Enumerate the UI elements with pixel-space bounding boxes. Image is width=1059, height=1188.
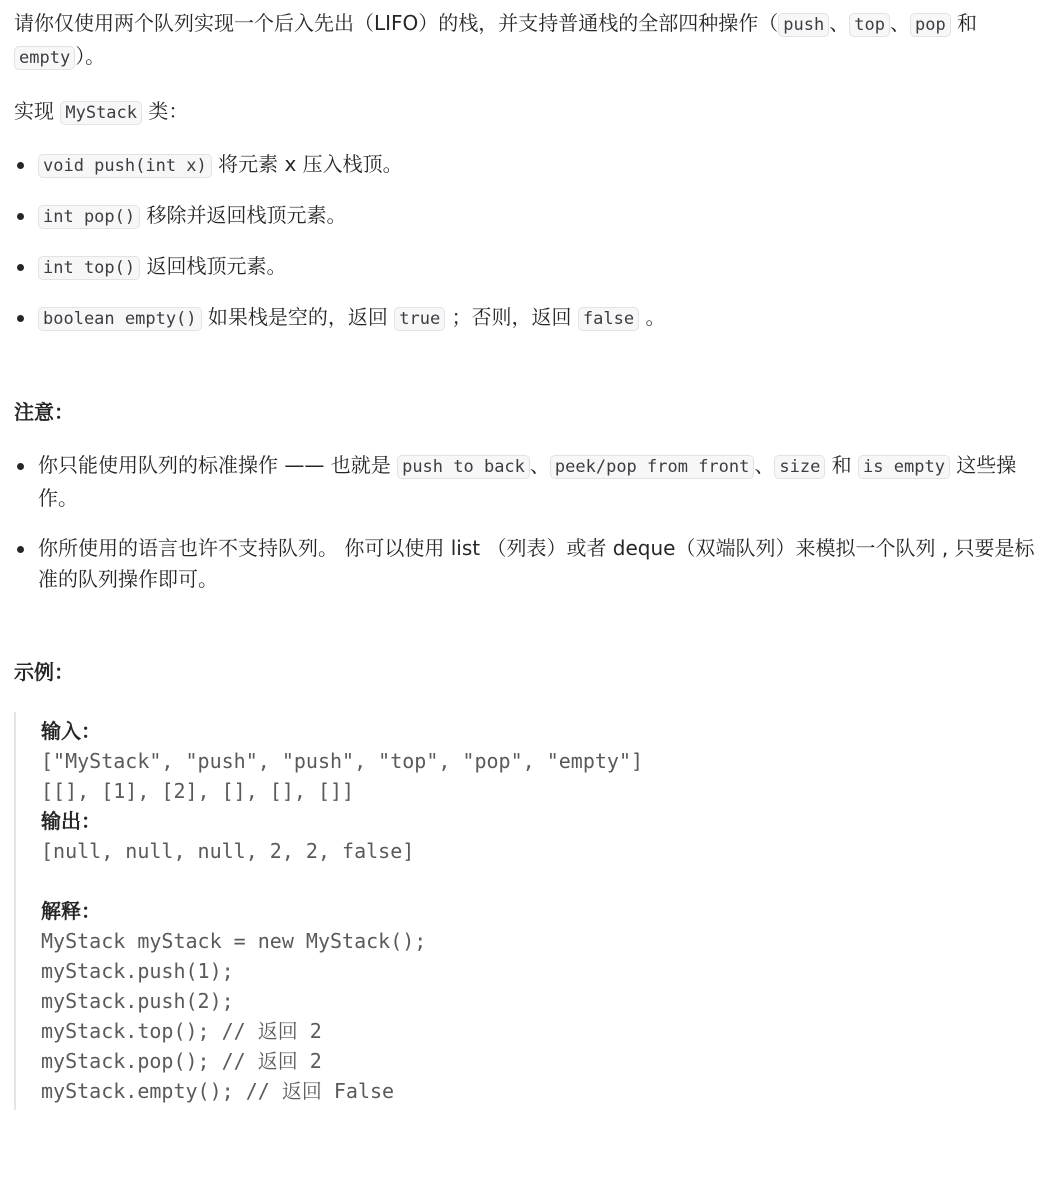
explain-line: myStack.top(); // 返回 2 [41, 1019, 322, 1043]
method-item-empty [14, 302, 1045, 335]
conjunction: 和 [825, 453, 859, 477]
method-signature: int top() [38, 256, 140, 280]
inline-code-class: MyStack [60, 101, 142, 125]
method-signature: boolean empty() [38, 307, 202, 331]
inline-code-false: false [578, 307, 639, 331]
inline-code-true: true [394, 307, 445, 331]
blank-line [41, 866, 1045, 896]
output-label: 输出： [41, 809, 101, 833]
explain-line: myStack.pop(); // 返回 2 [41, 1049, 322, 1073]
conjunction: 和 [950, 11, 978, 35]
method-description-end: 。 [639, 305, 666, 329]
inline-code-size: size [774, 455, 825, 479]
inline-code-peek-pop: peek/pop from front [550, 455, 754, 479]
inline-code-top: top [849, 13, 890, 37]
method-item-top [14, 251, 1045, 284]
method-signature: int pop() [38, 205, 140, 229]
class-suffix: 类： [142, 99, 189, 123]
inline-code-push-to-back: push to back [397, 455, 530, 479]
inline-code-is-empty: is empty [858, 455, 950, 479]
notes-list [14, 450, 1045, 595]
inline-code-push: push [778, 13, 829, 37]
method-list [14, 149, 1045, 335]
method-description: 如果栈是空的，返回 [201, 305, 395, 329]
input-label: 输入： [41, 719, 101, 743]
method-item-pop [14, 200, 1045, 233]
note-text: 你只能使用队列的标准操作 —— 也就是 [38, 453, 398, 477]
input-line: [[], [1], [2], [], [], []] [41, 779, 355, 803]
note-text-end: 这些操作。 [38, 453, 1017, 510]
input-line: ["MyStack", "push", "push", "top", "pop", "empty"] [41, 749, 644, 773]
method-description: 返回栈顶元素。 [140, 254, 287, 278]
intro-end: ）。 [75, 44, 106, 68]
output-line: [null, null, null, 2, 2, false] [41, 839, 415, 863]
explain-line: MyStack myStack = new MyStack(); [41, 929, 427, 953]
explain-line: myStack.push(1); [41, 959, 234, 983]
separator: 、 [829, 11, 850, 35]
separator: 、 [529, 453, 550, 477]
note-item [14, 533, 1045, 595]
method-item-push [14, 149, 1045, 182]
method-description: 移除并返回栈顶元素。 [140, 203, 347, 227]
class-prefix: 实现 [14, 99, 61, 123]
method-signature: void push(int x) [38, 154, 212, 178]
method-description-cont: ；否则，返回 [445, 305, 578, 329]
inline-code-pop: pop [910, 13, 951, 37]
separator: 、 [889, 11, 910, 35]
note-item [14, 450, 1045, 514]
intro-paragraph [14, 8, 1045, 74]
intro-text: 请你仅使用两个队列实现一个后入先出（LIFO）的栈，并支持普通栈的全部四种操作（ [14, 11, 779, 35]
inline-code-empty: empty [14, 46, 75, 70]
class-paragraph [14, 96, 1045, 129]
example-block [14, 712, 1045, 1110]
notes-title: 注意： [14, 400, 74, 424]
method-description: 将元素 x 压入栈顶。 [211, 152, 403, 176]
explain-label: 解释： [41, 899, 101, 923]
explain-line: myStack.empty(); // 返回 False [41, 1079, 395, 1103]
explain-line: myStack.push(2); [41, 989, 234, 1013]
example-title: 示例： [14, 660, 74, 684]
separator: 、 [754, 453, 775, 477]
note-text: 你所使用的语言也许不支持队列。 你可以使用 list （列表）或者 deque（双端队列）来模拟一个队列 , 只要是标准的队列操作即可。 [38, 536, 1035, 591]
